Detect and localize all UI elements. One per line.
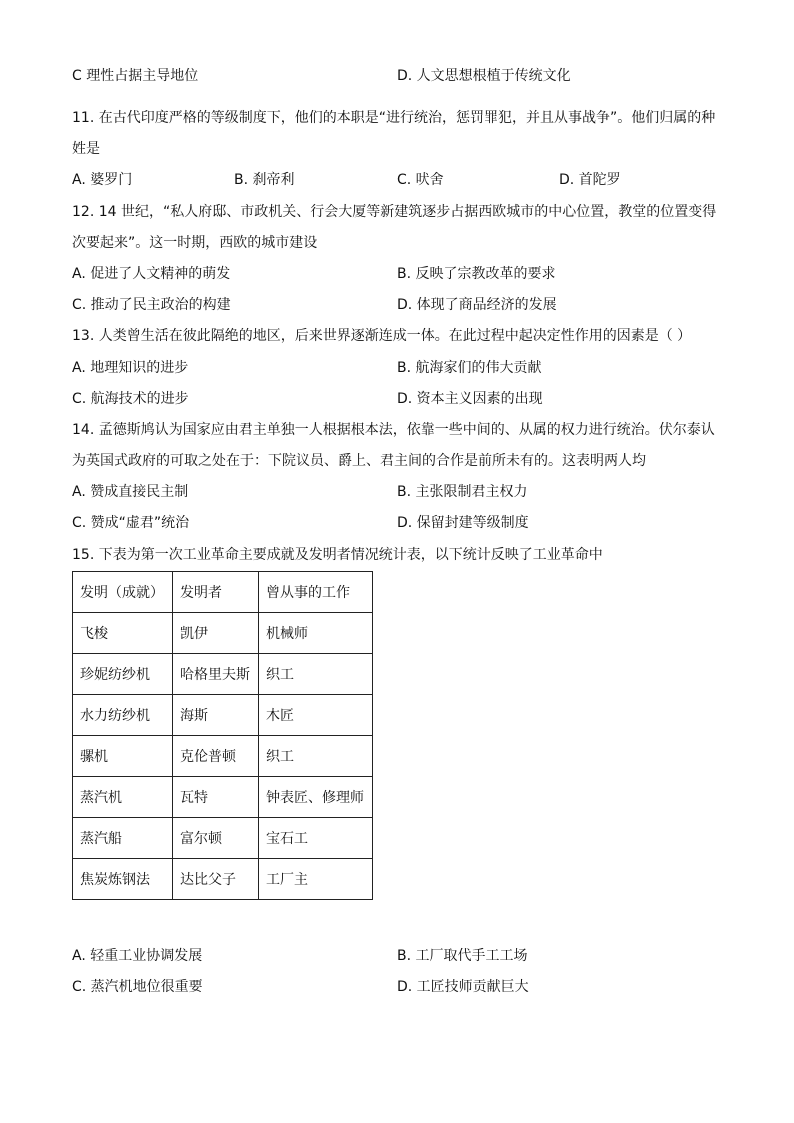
table-row: [73, 613, 373, 654]
q15-stem-line1: 15. 下表为第一次工业革命主要成就及发明者情况统计表，以下统计反映了工业革命中: [72, 547, 603, 563]
table-row: [73, 818, 373, 859]
table-cell: 织工: [259, 736, 373, 777]
table-cell: 哈格里夫斯: [173, 654, 259, 695]
table-cell: 珍妮纺纱机: [73, 654, 173, 695]
table-cell: 焦炭炼钢法: [73, 859, 173, 900]
table-row: [73, 695, 373, 736]
q15-option-b: B. 工厂取代手工工场: [397, 948, 528, 964]
q14-stem-line2: 为英国式政府的可取之处在于：下院议员、爵上、君主间的合作是前所未有的。这表明两人均: [72, 453, 646, 469]
q13-option-c: C. 航海技术的进步: [72, 391, 189, 407]
table-row: [73, 736, 373, 777]
q12-option-b: B. 反映了宗教改革的要求: [397, 266, 556, 282]
table-header-cell: 发明者: [173, 572, 259, 613]
table-cell: 织工: [259, 654, 373, 695]
q14-option-a: A. 赞成直接民主制: [72, 484, 189, 500]
table-header-row: [73, 572, 373, 613]
table-row: [73, 777, 373, 818]
inventions-table: [72, 571, 373, 900]
table-cell: 工厂主: [259, 859, 373, 900]
table-cell: 钟表匠、修理师: [259, 777, 373, 818]
q14-option-c: C. 赞成“虚君”统治: [72, 515, 190, 531]
q10-option-d: D. 人文思想根植于传统文化: [397, 68, 571, 84]
q10-option-c: C 理性占据主导地位: [72, 68, 199, 84]
table-cell: 达比父子: [173, 859, 259, 900]
q11-option-a: A. 婆罗门: [72, 172, 133, 188]
table-cell: 木匠: [259, 695, 373, 736]
q12-option-d: D. 体现了商品经济的发展: [397, 297, 557, 313]
q12-stem-line1: 12. 14 世纪，“私人府邸、市政机关、行会大厦等新建筑逐步占据西欧城市的中心位置，教堂的位置变得: [72, 204, 717, 220]
q11-stem-line2: 姓是: [72, 141, 100, 157]
table-cell: 蒸汽船: [73, 818, 173, 859]
table-cell: 瓦特: [173, 777, 259, 818]
q12-option-a: A. 促进了人文精神的萌发: [72, 266, 231, 282]
table-cell: 凯伊: [173, 613, 259, 654]
table-cell: 水力纺纱机: [73, 695, 173, 736]
q15-option-c: C. 蒸汽机地位很重要: [72, 979, 203, 995]
q15-option-d: D. 工匠技师贡献巨大: [397, 979, 529, 995]
table-cell: 骡机: [73, 736, 173, 777]
table-cell: 宝石工: [259, 818, 373, 859]
table-row: [73, 654, 373, 695]
q11-stem-line1: 11. 在古代印度严格的等级制度下，他们的本职是“进行统治，惩罚罪犯，并且从事战争”。他们归属的种: [72, 110, 716, 126]
table-header-cell: 曾从事的工作: [259, 572, 373, 613]
table-cell: 飞梭: [73, 613, 173, 654]
q12-option-c: C. 推动了民主政治的构建: [72, 297, 231, 313]
q11-option-d: D. 首陀罗: [559, 172, 621, 188]
table-cell: 富尔顿: [173, 818, 259, 859]
table-cell: 克伦普顿: [173, 736, 259, 777]
table-cell: 海斯: [173, 695, 259, 736]
table-header-cell: 发明（成就）: [73, 572, 173, 613]
q14-option-d: D. 保留封建等级制度: [397, 515, 529, 531]
q13-option-d: D. 资本主义因素的出现: [397, 391, 543, 407]
table-cell: 机械师: [259, 613, 373, 654]
q13-option-b: B. 航海家们的伟大贡献: [397, 360, 542, 376]
q11-option-c: C. 吠舍: [397, 172, 444, 188]
table-row: [73, 859, 373, 900]
q13-option-a: A. 地理知识的进步: [72, 360, 189, 376]
q12-stem-line2: 次要起来”。这一时期，西欧的城市建设: [72, 235, 318, 251]
q15-option-a: A. 轻重工业协调发展: [72, 948, 203, 964]
q13-stem-line1: 13. 人类曾生活在彼此隔绝的地区，后来世界逐渐连成一体。在此过程中起决定性作用的因素是（ ）: [72, 328, 692, 344]
table-cell: 蒸汽机: [73, 777, 173, 818]
q14-option-b: B. 主张限制君主权力: [397, 484, 528, 500]
q11-option-b: B. 刹帝利: [234, 172, 295, 188]
q14-stem-line1: 14. 孟德斯鸠认为国家应由君主单独一人根据根本法，依靠一些中间的、从属的权力进行统治。伏尔泰认: [72, 422, 715, 438]
